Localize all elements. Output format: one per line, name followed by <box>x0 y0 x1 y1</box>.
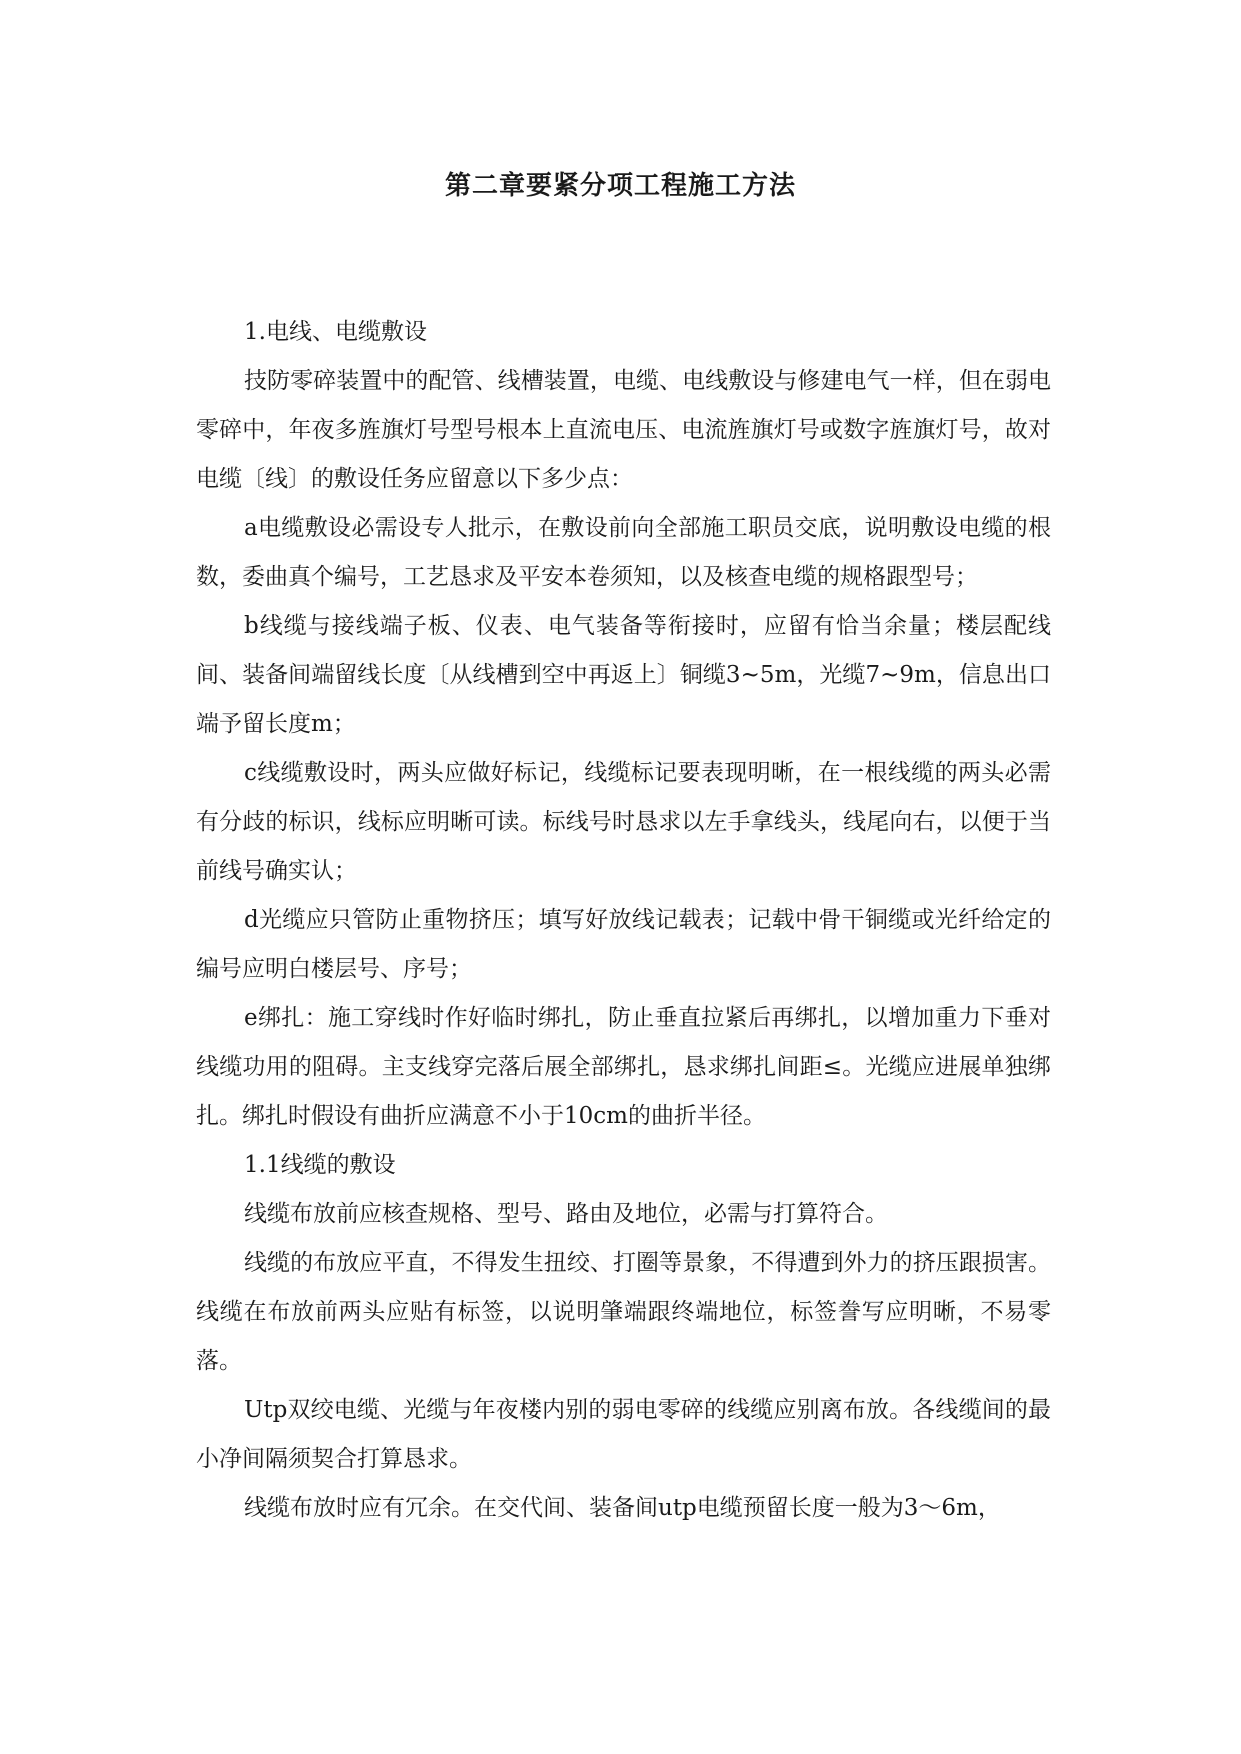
paragraph-item-a: a电缆敷设必需设专人批示，在敷设前向全部施工职员交底，说明敷设电缆的根数，委曲真个编号，工艺恳求及平安本卷须知，以及核查电缆的规格跟型号； <box>196 515 1051 590</box>
paragraph-separation: Utp双绞电缆、光缆与年夜楼内别的弱电零碎的线缆应别离布放。各线缆间的最小净间隔须契合打算恳求。 <box>196 1397 1051 1472</box>
paragraph-item-c: c线缆敷设时，两头应做好标记，线缆标记要表现明晰，在一根线缆的两头必需有分歧的标识，线标应明晰可读。标线号时恳求以左手拿线头，线尾向右，以便于当前线号确实认； <box>196 760 1051 884</box>
document-body <box>196 308 1051 1533</box>
section-heading-1-1: 1.1线缆的敷设 <box>244 1152 396 1178</box>
paragraph-redundancy: 线缆布放时应有冗余。在交代间、装备间utp电缆预留长度一般为3～6m， <box>244 1495 1001 1521</box>
paragraph-item-e: e绑扎：施工穿线时作好临时绑扎，防止垂直拉紧后再绑扎，以增加重力下垂对线缆功用的阻碍。主支线穿完落后展全部绑扎，恳求绑扎间距≤。光缆应进展单独绑扎。绑扎时假设有曲折应满意不小于10cm的曲折半径。 <box>196 1005 1051 1129</box>
paragraph-item-d: d光缆应只管防止重物挤压；填写好放线记载表；记载中骨干铜缆或光纤给定的编号应明白楼层号、序号； <box>196 907 1051 982</box>
paragraph-item-b: b线缆与接线端子板、仪表、电气装备等衔接时，应留有恰当余量；楼层配线间、装备间端留线长度〔从线槽到空中再返上〕铜缆3~5m，光缆7~9m，信息出口端予留长度m； <box>196 613 1051 737</box>
paragraph-layout: 线缆的布放应平直，不得发生扭绞、打圈等景象，不得遭到外力的挤压跟损害。线缆在布放前两头应贴有标签，以说明肇端跟终端地位，标签誊写应明晰，不易零落。 <box>196 1250 1051 1374</box>
paragraph-intro: 技防零碎装置中的配管、线槽装置，电缆、电线敷设与修建电气一样，但在弱电零碎中，年夜多旌旗灯号型号根本上直流电压、电流旌旗灯号或数字旌旗灯号，故对电缆〔线〕的敷设任务应留意以下多少点： <box>196 368 1051 492</box>
section-heading-1: 1.电线、电缆敷设 <box>244 319 427 345</box>
paragraph-check: 线缆布放前应核查规格、型号、路由及地位，必需与打算符合。 <box>244 1201 888 1227</box>
page-title: 第二章要紧分项工程施工方法 <box>444 171 796 201</box>
